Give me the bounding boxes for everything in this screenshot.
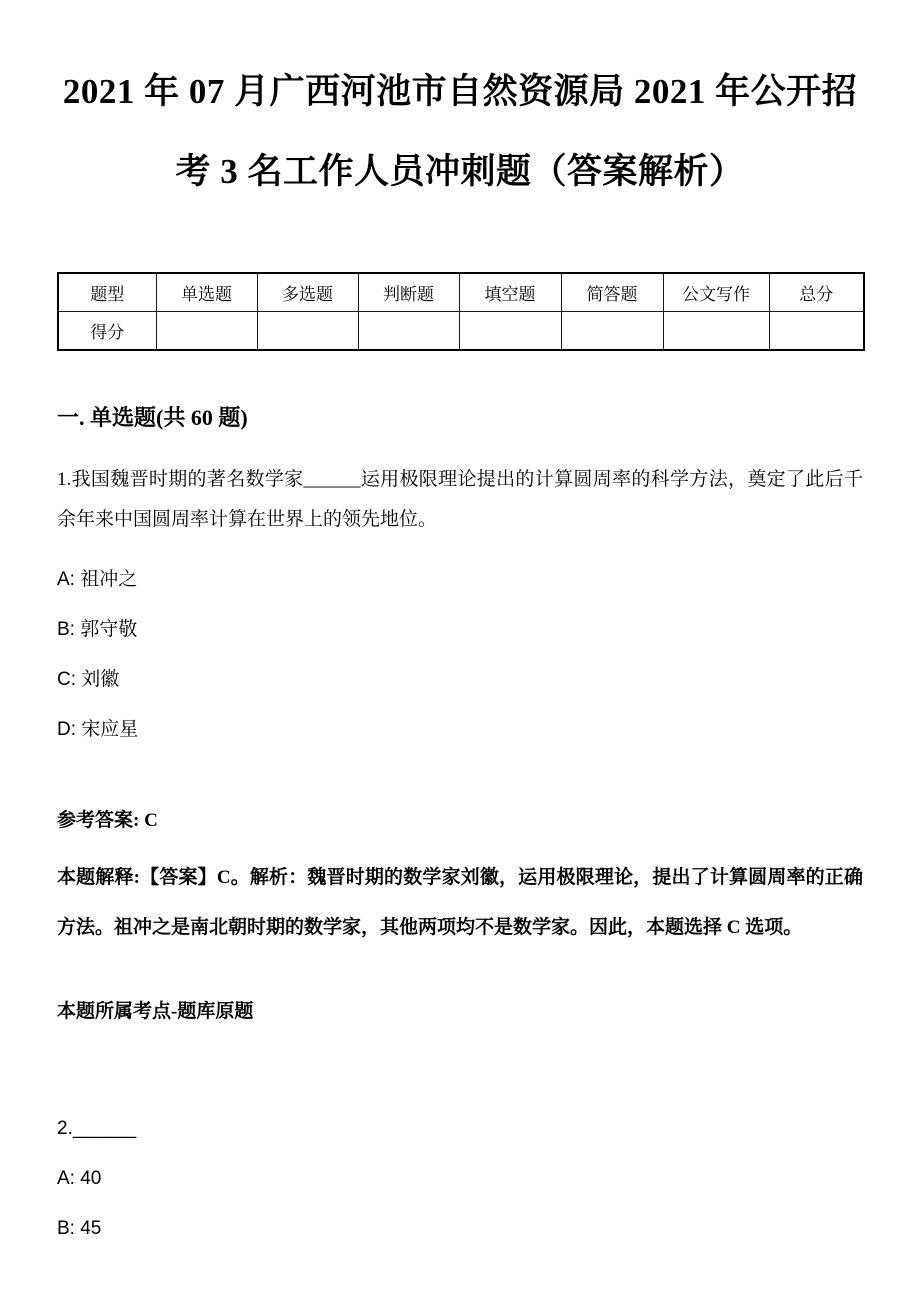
score-table bbox=[57, 272, 865, 351]
score-row-label-cell: 得分 bbox=[58, 312, 156, 351]
header-cell-document-writing: 公文写作 bbox=[663, 273, 769, 312]
section-heading-single-choice: 一. 单选题(共 60 题) bbox=[57, 405, 248, 430]
question-1-reference-answer: 参考答案: C bbox=[57, 810, 158, 831]
score-cell bbox=[257, 312, 358, 351]
question-1-option-a: A: 祖冲之 bbox=[57, 569, 138, 590]
header-cell-short-answer: 简答题 bbox=[561, 273, 663, 312]
score-cell bbox=[561, 312, 663, 351]
score-cell bbox=[663, 312, 769, 351]
question-2-option-b: B: 45 bbox=[57, 1218, 102, 1239]
score-cell bbox=[769, 312, 864, 351]
question-1-option-b: B: 郭守敬 bbox=[57, 619, 138, 640]
page-title: 2021 年 07 月广西河池市自然资源局 2021 年公开招考 3 名工作人员冲刺题（答案解析） bbox=[62, 72, 858, 191]
question-1-knowledge-point: 本题所属考点-题库原题 bbox=[57, 1001, 254, 1022]
question-1-explanation: 本题解释:【答案】C。解析：魏晋时期的数学家刘徽，运用极限理论，提出了计算圆周率的正确方法。祖冲之是南北朝时期的数学家，其他两项均不是数学家。因此，本题选择 C 选项。 bbox=[57, 867, 863, 938]
header-cell-question-type: 题型 bbox=[58, 273, 156, 312]
question-1-option-d: D: 宋应星 bbox=[57, 719, 139, 740]
question-2-text: 2.______ bbox=[57, 1118, 137, 1139]
question-2-option-a: A: 40 bbox=[57, 1168, 102, 1189]
score-table-score-row bbox=[58, 312, 864, 351]
header-cell-total-score: 总分 bbox=[769, 273, 864, 312]
header-cell-single-choice: 单选题 bbox=[156, 273, 257, 312]
header-cell-true-false: 判断题 bbox=[358, 273, 459, 312]
score-cell bbox=[156, 312, 257, 351]
question-block-2 bbox=[57, 1118, 863, 1239]
score-table-header-row bbox=[58, 273, 864, 312]
question-1-option-c: C: 刘徽 bbox=[57, 669, 120, 690]
header-cell-fill-blank: 填空题 bbox=[459, 273, 561, 312]
question-1-text: 1.我国魏晋时期的著名数学家______运用极限理论提出的计算圆周率的科学方法，奠定了此后千余年来中国圆周率计算在世界上的领先地位。 bbox=[57, 469, 863, 530]
score-cell bbox=[358, 312, 459, 351]
score-cell bbox=[459, 312, 561, 351]
question-block-1 bbox=[57, 460, 863, 1022]
header-cell-multiple-choice: 多选题 bbox=[257, 273, 358, 312]
